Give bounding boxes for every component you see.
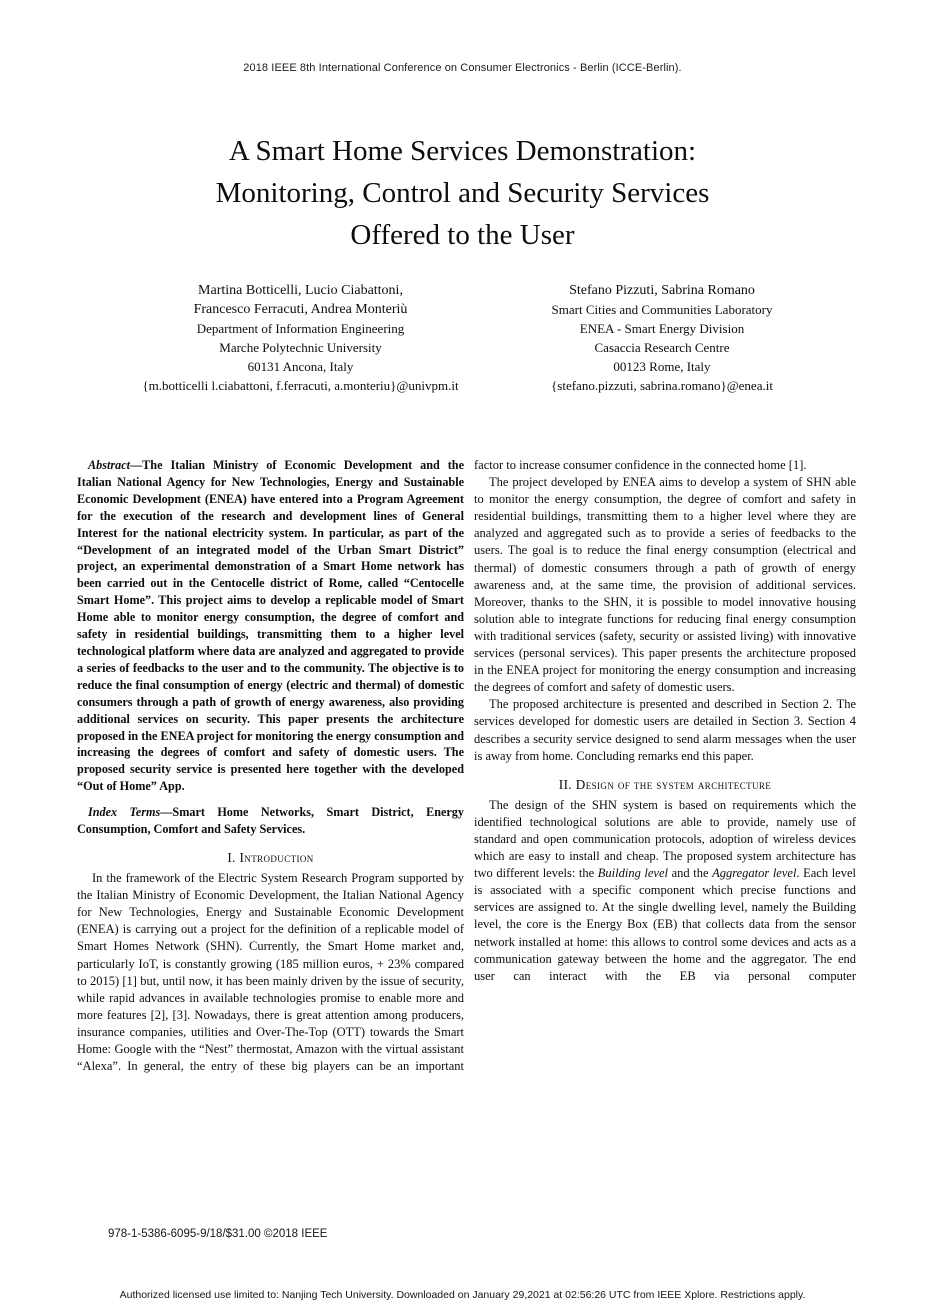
paper-title-line-3: Offered to the User bbox=[350, 219, 575, 251]
design-text-a: The design of the SHN system is based on requirements which the identified technological solutions are able to provide, namely use of standard and open communication protocols, adoption of wireless devices which are easy to install and cheap. The proposed system architecture has two different levels: the bbox=[474, 797, 856, 881]
building-level-term: Building level bbox=[597, 866, 669, 881]
paper-title bbox=[0, 130, 925, 256]
author-affiliation-line: Smart Cities and Communities Laboratory bbox=[551, 302, 773, 317]
section-heading-introduction: I. Introduction bbox=[227, 849, 314, 865]
body-paragraph: The project developed by ENEA aims to develop a system of SHN able to monitor the energy consumption, the degree of comfort and safety in residential buildings, transmitting them to a higher level where they are analyzed and aggregated such as to provide a series of feedbacks to the users. The goal is to reduce the final energy consumption (electrical and thermal) of domestic consumers through a path of growth of energy awareness and, at the same time, the provision of additional services. Moreover, thanks to the SHN, it is possible to model innovative housing solution able to integrate functions for reducing final energy consumption with traditional services (safety, security or assisted living) with innovative services (personal services). This paper presents the architecture proposed in the ENEA project for monitoring the energy consumption and increasing the degrees of comfort and safety of domestic users. bbox=[474, 475, 856, 695]
column-left bbox=[77, 457, 464, 1075]
author-affiliation-line: 60131 Ancona, Italy bbox=[247, 359, 354, 374]
introduction-paragraph: In the framework of the Electric System Research Program supported by the Italian Ministry of Economic Development, the Italian National Agency for New Technologies, Energy and Sustainable Economic Development (ENEA) is carrying out a project for the definition of a replicable model of Smart Homes Network (SHN). Currently, the Smart Home market and, particularly IoT, is constantly growing (185 million euros, + 23% compared to 2015) [1] but, until now, it has been mainly driven by the issue of security, while rapid advances in available technologies promise to enable more and more features [2], [3]. Nowadays, there is great attention among producers, insurance companies, utilities and Over-The-Top (OTT) towards the Smart Home: Google with the “Nest” thermostat, Amazon with the virtual assistant “Alexa”. In general, the entry of these big players can be an important bbox=[77, 871, 464, 1074]
author-email: {m.botticelli l.ciabattoni, f.ferracuti, a.monteriu}@univpm.it bbox=[142, 378, 459, 393]
body-paragraph: factor to increase consumer confidence in the connected home [1]. bbox=[474, 458, 807, 472]
author-names-line: Francesco Ferracuti, Andrea Monteriù bbox=[193, 302, 408, 317]
design-text-c: . Each level is associated with a specific component which precise functions and services are assigned to. At the single dwelling level, namely the Building level, the core is the Energy Box (EB) that collects data from the sensor network installed at home: this allows to control some devices and acts as a communication gateway between the home and the aggregator. The end user can interact with the EB via personal computer bbox=[474, 866, 856, 983]
author-block-left bbox=[88, 281, 513, 395]
abstract-label: Abstract bbox=[88, 458, 130, 472]
conference-header: 2018 IEEE 8th International Conference on Consumer Electronics - Berlin (ICCE-Berlin). bbox=[243, 62, 682, 74]
abstract-text: —The Italian Ministry of Economic Development and the Italian National Agency for New Technologies, Energy and Sustainable Economic Development (ENEA) have entered into a Program Agreement for the execution of the research and development lines of General Interest for the national electricity system. In particular, as part of the “Development of an integrated model of the Urban Smart District” project, an experimental demonstration of a Smart Home network has been carried out in the Centocelle district of Rome, called “Centocelle Smart Home”. This project aims to develop a replicable model of Smart Home able to monitor energy consumption, the degree of comfort and safety in residential buildings, transmitting them to a higher level technological platform where data are analyzed and aggregated to provide a series of feedbacks to the user and to the community. The objective is to reduce the final consumption of energy (electric and thermal) of domestic consumers through a path of growth of energy awareness, also providing additional services on security. This paper presents the architecture proposed in the ENEA project for monitoring the energy consumption and increasing the degrees of comfort and safety of domestic users. The proposed security service is presented here together with the developed “Out of Home” App. bbox=[77, 458, 464, 794]
design-text-b: and the bbox=[668, 866, 713, 881]
index-terms-text: —Smart Home Networks, Smart District, Energy Consumption, Comfort and Safety Services. bbox=[77, 805, 464, 837]
author-block-right bbox=[512, 281, 812, 395]
license-notice: Authorized licensed use limited to: Nanjing Tech University. Downloaded on January 29,2021 at 02:56:26 UTC from IEEE Xplore. Restrictions apply. bbox=[119, 1289, 806, 1301]
abstract-paragraph bbox=[77, 457, 464, 795]
copyright-notice: 978-1-5386-6095-9/18/$31.00 ©2018 IEEE bbox=[108, 1228, 328, 1240]
index-terms-paragraph bbox=[77, 804, 464, 838]
author-names-line: Stefano Pizzuti, Sabrina Romano bbox=[569, 283, 755, 298]
design-paragraph bbox=[474, 797, 856, 985]
index-terms-label: Index Terms bbox=[88, 805, 161, 820]
author-email: {stefano.pizzuti, sabrina.romano}@enea.it bbox=[551, 378, 773, 393]
author-names-line: Martina Botticelli, Lucio Ciabattoni, bbox=[198, 283, 403, 298]
author-affiliation-line: Marche Polytechnic University bbox=[219, 340, 382, 355]
column-right bbox=[474, 457, 856, 985]
paper-title-line-1: A Smart Home Services Demonstration: bbox=[228, 135, 697, 167]
author-affiliation-line: ENEA - Smart Energy Division bbox=[579, 321, 745, 336]
author-affiliation-line: Department of Information Engineering bbox=[196, 321, 405, 336]
author-affiliation-line: Casaccia Research Centre bbox=[594, 340, 730, 355]
body-paragraph: The proposed architecture is presented and described in Section 2. The services developed for domestic users are detailed in Section 3. Section 4 describes a security service designed to send alarm messages when the user is away from home. Concluding remarks end this paper. bbox=[474, 697, 856, 763]
aggregator-level-term: Aggregator level bbox=[712, 866, 797, 881]
paper-title-line-2: Monitoring, Control and Security Services bbox=[215, 177, 710, 209]
author-affiliation-line: 00123 Rome, Italy bbox=[613, 359, 711, 374]
section-heading-design: II. Design of the system architecture bbox=[558, 776, 772, 792]
